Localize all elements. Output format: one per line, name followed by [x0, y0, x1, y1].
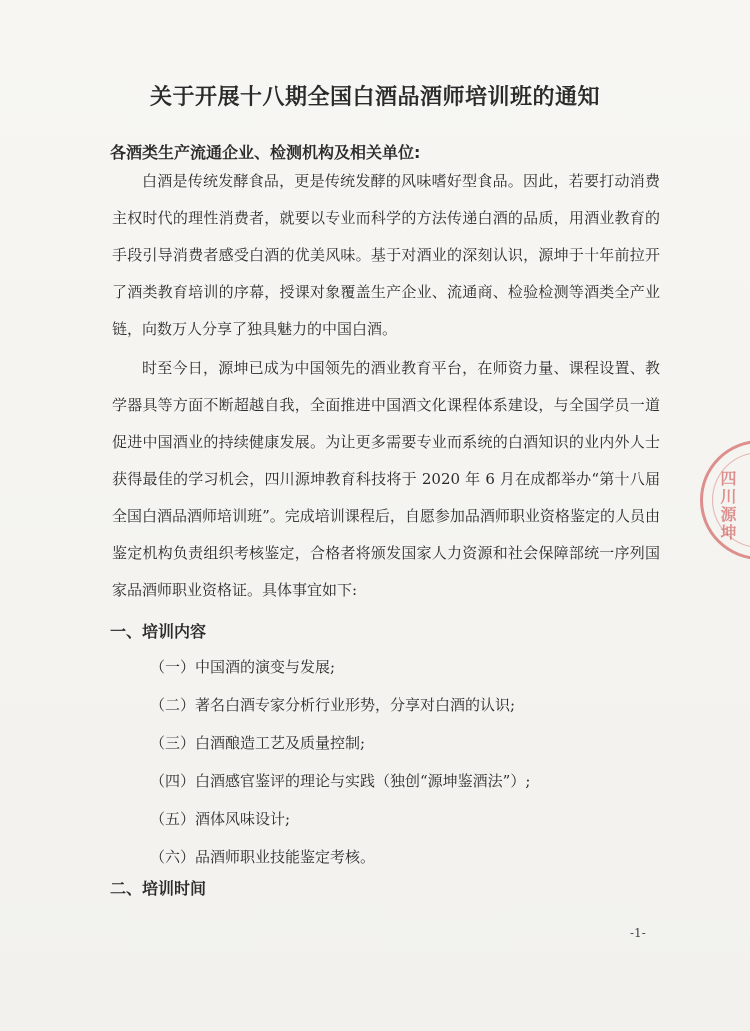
list-item: （六）品酒师职业技能鉴定考核。	[150, 848, 376, 866]
paragraph-details: 时至今日，源坤已成为中国领先的酒业教育平台，在师资力量、课程设置、教学器具等方面不断超越自我，全面推进中国酒文化课程体系建设，与全国学员一道促进中国酒业的持续健康发展。为让更多需要专业而系统的白酒知识的业内外人士获得最佳的学习机会，四川源坤教育科技将于 2020 年 6 月在成都举办“第十八届全国白酒品酒师培训班”。完成培训课程后，自愿参加品酒师职业资格鉴定的人员由鉴定机构负责组织考核鉴定，合格者将颁发国家人力资源和社会保障部统一序列国家品酒师职业资格证。具体事宜如下:	[112, 359, 660, 599]
paragraph-intro: 白酒是传统发酵食品，更是传统发酵的风味嗜好型食品。因此，若要打动消费主权时代的理性消费者，就要以专业而科学的方法传递白酒的品质，用酒业教育的手段引导消费者感受白酒的优美风味。基于对酒业的深刻认识，源坤于十年前拉开了酒类教育培训的序幕，授课对象覆盖生产企业、流通商、检验检测等酒类全产业链，向数万人分享了独具魅力的中国白酒。	[112, 172, 660, 338]
section-heading-training-content: 一、培训内容	[110, 622, 207, 641]
official-seal-text: 四川源坤	[718, 470, 737, 542]
page-number: -1-	[630, 926, 646, 940]
list-item: （三）白酒酿造工艺及质量控制;	[150, 734, 366, 752]
list-item: （一）中国酒的演变与发展;	[150, 658, 336, 676]
document-title: 关于开展十八期全国白酒品酒师培训班的通知	[149, 85, 600, 110]
list-item: （五）酒体风味设计;	[150, 810, 291, 828]
training-content-list	[150, 648, 530, 876]
list-item: （四）白酒感官鉴评的理论与实践（独创“源坤鉴酒法”）;	[150, 772, 531, 790]
section-heading-training-time: 二、培训时间	[110, 879, 207, 898]
salutation: 各酒类生产流通企业、检测机构及相关单位:	[110, 143, 421, 162]
list-item: （二）著名白酒专家分析行业形势，分享对白酒的认识;	[150, 696, 516, 714]
